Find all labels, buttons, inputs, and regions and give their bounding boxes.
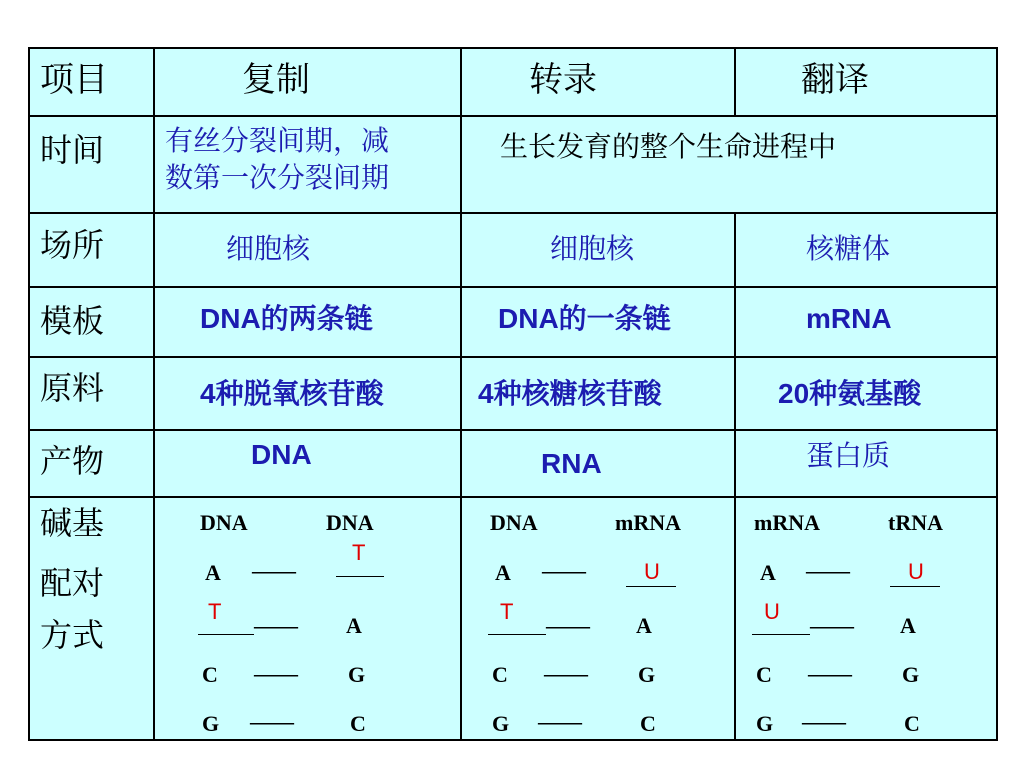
column-divider — [734, 49, 736, 115]
pairing-translation-row4-left: G — [756, 711, 774, 736]
pairing-transcription-row3-left: C — [492, 662, 508, 687]
template-translation: mRNA — [806, 303, 892, 334]
place-translation: 核糖体 — [806, 232, 891, 265]
pairing-translation-row1-left: A — [760, 560, 776, 585]
pairing-transcription-row3-right: G — [638, 662, 656, 687]
time-replication-line2: 数第一次分裂间期 — [165, 161, 390, 194]
pairing-transcription-row2-left: T — [500, 599, 514, 624]
header-item: 项目 — [40, 60, 108, 100]
pairing-replication-row1-right: T — [352, 540, 366, 565]
pairing-dash: —— — [538, 709, 582, 734]
row-label-place: 场所 — [40, 226, 105, 264]
pairing-dash: —— — [542, 558, 586, 583]
pairing-transcription-row1-right: U — [644, 559, 660, 584]
material-translation: 20种氨基酸 — [778, 378, 922, 409]
product-translation: 蛋白质 — [806, 439, 891, 472]
pairing-dash: —— — [250, 709, 294, 734]
pairing-dash: —— — [252, 558, 296, 583]
header-replication: 复制 — [242, 60, 310, 100]
row-divider — [30, 496, 996, 498]
row-label-template: 模板 — [40, 302, 105, 340]
pairing-transcription-left-title: DNA — [490, 510, 538, 535]
pairing-translation-row3-right: G — [902, 662, 920, 687]
pairing-dash: —— — [254, 661, 298, 686]
place-replication: 细胞核 — [226, 232, 311, 265]
product-transcription: RNA — [541, 448, 602, 479]
row-label-pairing-1: 碱基 — [40, 504, 105, 542]
row-divider — [30, 212, 996, 214]
template-replication: DNA的两条链 — [200, 303, 373, 334]
row-label-pairing-2: 配对 — [40, 564, 105, 602]
pairing-translation-row2-right: A — [900, 613, 916, 638]
pairing-replication-left-title: DNA — [200, 510, 248, 535]
column-divider — [734, 212, 736, 739]
pairing-replication-right-title: DNA — [326, 510, 374, 535]
comparison-table — [28, 47, 998, 741]
pairing-dash: —— — [810, 613, 854, 638]
product-replication: DNA — [251, 439, 312, 470]
row-divider — [30, 286, 996, 288]
pairing-answer-underline — [336, 576, 384, 577]
pairing-transcription-right-title: mRNA — [615, 510, 681, 535]
pairing-replication-row3-right: G — [348, 662, 366, 687]
pairing-dash: —— — [808, 661, 852, 686]
pairing-translation-row4-right: C — [904, 711, 920, 736]
pairing-translation-row1-right: U — [908, 559, 924, 584]
pairing-replication-row2-left: T — [208, 599, 222, 624]
pairing-replication-row2-right: A — [346, 613, 362, 638]
pairing-dash: —— — [806, 558, 850, 583]
pairing-dash: —— — [254, 613, 298, 638]
pairing-transcription-row1-left: A — [495, 560, 511, 585]
pairing-answer-underline — [198, 634, 254, 635]
row-divider — [30, 115, 996, 117]
time-replication-line1: 有丝分裂间期，减 — [165, 124, 390, 157]
pairing-replication-row3-left: C — [202, 662, 218, 687]
row-label-product: 产物 — [40, 442, 105, 480]
header-translation: 翻译 — [801, 60, 869, 100]
material-replication: 4种脱氧核苷酸 — [200, 378, 384, 409]
pairing-translation-row2-left: U — [764, 599, 780, 624]
pairing-transcription-row2-right: A — [636, 613, 652, 638]
pairing-replication-row1-left: A — [205, 560, 221, 585]
pairing-dash: —— — [546, 613, 590, 638]
place-transcription: 细胞核 — [550, 232, 635, 265]
column-divider — [460, 49, 462, 739]
column-divider — [153, 49, 155, 739]
pairing-answer-underline — [890, 586, 940, 587]
pairing-answer-underline — [752, 634, 810, 635]
pairing-answer-underline — [488, 634, 546, 635]
pairing-replication-row4-right: C — [350, 711, 366, 736]
row-label-pairing-3: 方式 — [40, 616, 105, 654]
pairing-transcription-row4-left: G — [492, 711, 510, 736]
pairing-dash: —— — [544, 661, 588, 686]
row-label-material: 原料 — [40, 369, 105, 407]
header-transcription: 转录 — [529, 60, 597, 100]
row-divider — [30, 356, 996, 358]
pairing-answer-underline — [626, 586, 676, 587]
pairing-translation-left-title: mRNA — [754, 510, 820, 535]
pairing-dash: —— — [802, 709, 846, 734]
row-divider — [30, 429, 996, 431]
row-label-time: 时间 — [40, 131, 105, 169]
pairing-transcription-row4-right: C — [640, 711, 656, 736]
pairing-replication-row4-left: G — [202, 711, 220, 736]
time-transcription-translation: 生长发育的整个生命进程中 — [500, 130, 837, 163]
pairing-translation-row3-left: C — [756, 662, 772, 687]
template-transcription: DNA的一条链 — [498, 303, 671, 334]
pairing-translation-right-title: tRNA — [888, 510, 943, 535]
material-transcription: 4种核糖核苷酸 — [478, 378, 662, 409]
